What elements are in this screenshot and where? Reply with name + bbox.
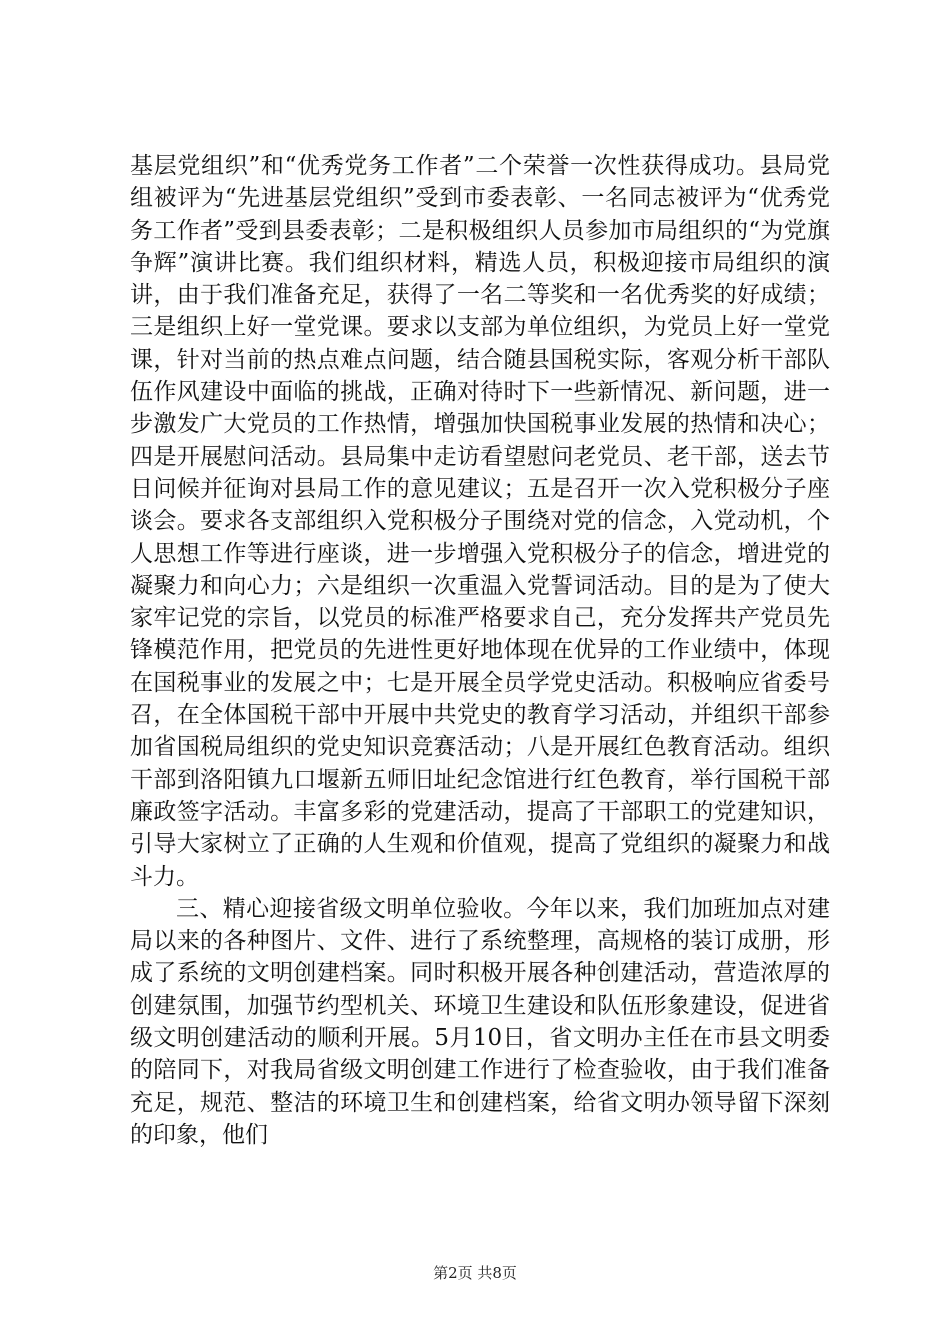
- paragraph-continuation: 基层党组织”和“优秀党务工作者”二个荣誉一次性获得成功。县局党组被评为“先进基层党组织”受到市委表彰、一名同志被评为“优秀党务工作者”受到县委表彰；二是积极组织人员参加市局组织的“为党旗争辉”演讲比赛。我们组织材料，精选人员，积极迎接市局组织的演讲，由于我们准备充足，获得了一名二等奖和一名优秀奖的好成绩；三是组织上好一堂党课。要求以支部为单位组织，为党员上好一堂党课，针对当前的热点难点问题，结合随县国税实际，客观分析干部队伍作风建设中面临的挑战，正确对待时下一些新情况、新问题，进一步激发广大党员的工作热情，增强加快国税事业发展的热情和决心；四是开展慰问活动。县局集中走访看望慰问老党员、老干部，送去节日问候并征询对县局工作的意见建议；五是召开一次入党积极分子座谈会。要求各支部组织入党积极分子围绕对党的信念，入党动机，个人思想工作等进行座谈，进一步增强入党积极分子的信念，增进党的凝聚力和向心力；六是组织一次重温入党誓词活动。目的是为了使大家牢记党的宗旨，以党员的标准严格要求自己，充分发挥共产党员先锋模范作用，把党员的先进性更好地体现在优异的工作业绩中，体现在国税事业的发展之中；七是开展全员学党史活动。积极响应省委号召，在全体国税干部中开展中共党史的教育学习活动，并组织干部参加省国税局组织的党史知识竞赛活动；八是开展红色教育活动。组织干部到洛阳镇九口堰新五师旧址纪念馆进行红色教育，举行国税干部廉政签字活动。丰富多彩的党建活动，提高了干部职工的党建知识，引导大家树立了正确的人生观和价值观，提高了党组织的凝聚力和战斗力。: [130, 153, 830, 890]
- page-footer: 第2页 共8页: [433, 1264, 517, 1282]
- document-body: [130, 150, 830, 1151]
- paragraph-section-three: 三、精心迎接省级文明单位验收。今年以来，我们加班加点对建局以来的各种图片、文件、进行了系统整理，高规格的装订成册，形成了系统的文明创建档案。同时积极开展各种创建活动，营造浓厚的创建氛围，加强节约型机关、环境卫生建设和队伍形象建设，促进省级文明创建活动的顺利开展。5月10日，省文明办主任在市县文明委的陪同下，对我局省级文明创建工作进行了检查验收，由于我们准备充足，规范、整洁的环境卫生和创建档案，给省文明办领导留下深刻的印象，他们: [130, 895, 830, 1148]
